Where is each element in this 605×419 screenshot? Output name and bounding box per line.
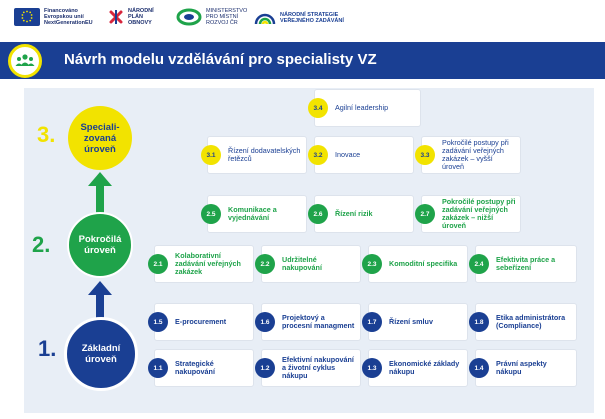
- module-2-3: [369, 246, 467, 282]
- module-3-4: [315, 90, 420, 126]
- module-label: Pokročilé postupy při zadávání veřejných zakázek – nižší úroveň: [442, 197, 516, 230]
- module-badge: 3.1: [201, 145, 221, 165]
- npo-logo-text: NÁRODNÍ PLÁN OBNOVY: [128, 8, 154, 26]
- eu-logo-text: Financováno Evropskou unií NextGenerationEU: [44, 8, 93, 26]
- arrow-up-icon: [88, 281, 112, 319]
- arrow-up-icon: [88, 172, 112, 214]
- level-1-label: Základní úroveň: [81, 343, 121, 365]
- page-title: Návrh modelu vzdělávání pro specialisty VZ: [64, 51, 377, 68]
- module-label: Právní aspekty nákupu: [496, 359, 547, 376]
- module-3-1: [208, 137, 306, 173]
- level-2-circle: [67, 212, 133, 278]
- module-2-5: [208, 196, 306, 232]
- level-2-number: 2.: [32, 232, 51, 257]
- module-label: Řízení smluv: [389, 317, 433, 326]
- module-badge: 1.4: [469, 358, 489, 378]
- module-3-2: [315, 137, 413, 173]
- module-badge: 2.7: [415, 204, 435, 224]
- module-2-4: [476, 246, 576, 282]
- people-group-icon: [8, 44, 42, 78]
- module-badge: 3.3: [415, 145, 435, 165]
- module-badge: 3.2: [308, 145, 328, 165]
- mmr-emblem-icon: [176, 8, 202, 26]
- module-1-1: [155, 350, 253, 386]
- module-badge: 2.2: [255, 254, 275, 274]
- module-label: Efektivní nakupování a životní cyklus nákupu: [282, 355, 354, 380]
- module-label: Ekonomické základy nákupu: [389, 359, 460, 376]
- module-2-7: [422, 196, 520, 232]
- level-3-number: 3.: [37, 122, 56, 147]
- module-label: Komoditní specifika: [389, 259, 458, 268]
- module-label: Efektivita práce a sebeřízení: [496, 255, 556, 272]
- module-badge: 2.5: [201, 204, 221, 224]
- module-badge: 2.4: [469, 254, 489, 274]
- module-label: Řízení dodavatelských řetězců: [228, 146, 301, 163]
- module-badge: 1.1: [148, 358, 168, 378]
- module-2-2: [262, 246, 360, 282]
- level-3-circle: [68, 106, 132, 170]
- module-1-4: [476, 350, 576, 386]
- module-label: Komunikace a vyjednávání: [228, 205, 277, 222]
- nsvz-logo: [254, 8, 344, 28]
- level-3-label: Speciali-zovaná úroveň: [80, 121, 120, 155]
- level-2-label: Pokročilá úroveň: [78, 234, 122, 256]
- module-3-3: [422, 137, 520, 173]
- npo-logo: [108, 8, 164, 26]
- nsvz-logo-text: NÁRODNÍ STRATEGIE VEŘEJNÉHO ZADÁVÁNÍ: [280, 12, 344, 24]
- module-label: Strategické nakupování: [175, 359, 215, 376]
- module-2-1: [155, 246, 253, 282]
- module-label: Udržitelné nakupování: [282, 255, 322, 272]
- module-2-6: [315, 196, 413, 232]
- module-1-2: [262, 350, 360, 386]
- eu-flag-icon: [14, 8, 40, 26]
- module-badge: 3.4: [308, 98, 328, 118]
- module-1-7: [369, 304, 467, 340]
- module-label: Etika administrátora (Compliance): [496, 313, 566, 330]
- mmr-logo: [176, 8, 250, 26]
- logo-strip: [0, 0, 605, 38]
- module-1-5: [155, 304, 253, 340]
- module-1-8: [476, 304, 576, 340]
- module-badge: 1.2: [255, 358, 275, 378]
- level-1-number: 1.: [38, 336, 57, 361]
- module-badge: 1.8: [469, 312, 489, 332]
- module-1-3: [369, 350, 467, 386]
- npo-cross-icon: [108, 9, 124, 25]
- module-label: Agilní leadership: [335, 103, 389, 112]
- module-label: Řízení rizik: [335, 209, 373, 218]
- module-badge: 2.1: [148, 254, 168, 274]
- module-badge: 2.3: [362, 254, 382, 274]
- level-1-circle: [64, 317, 138, 391]
- module-badge: 1.5: [148, 312, 168, 332]
- module-label: Projektový a procesní managment: [282, 313, 355, 330]
- module-badge: 1.7: [362, 312, 382, 332]
- module-label: E-procurement: [175, 317, 227, 326]
- nsvz-arc-icon: [254, 8, 276, 28]
- module-1-6: [262, 304, 360, 340]
- module-badge: 2.6: [308, 204, 328, 224]
- module-label: Inovace: [335, 150, 361, 159]
- module-badge: 1.3: [362, 358, 382, 378]
- eu-logo: [14, 8, 92, 26]
- module-label: Pokročilé postupy při zadávání veřejných zakázek – vyšší úroveň: [442, 138, 509, 171]
- mmr-logo-text: MINISTERSTVO PRO MÍSTNÍ ROZVOJ ČR: [206, 8, 248, 26]
- module-label: Kolaborativní zadávání veřejných zakázek: [175, 251, 241, 276]
- module-badge: 1.6: [255, 312, 275, 332]
